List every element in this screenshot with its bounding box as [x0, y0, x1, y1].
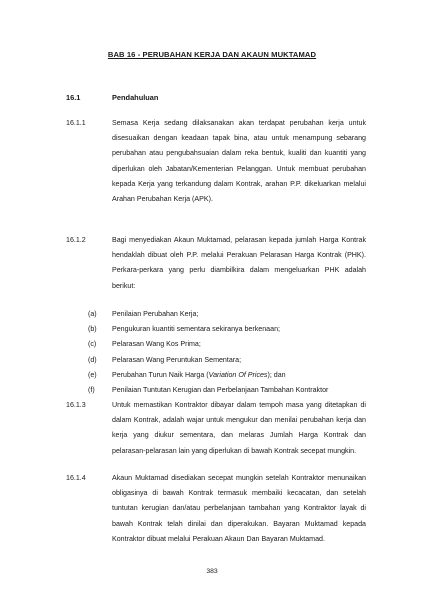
paragraph-number: 16.1.4	[66, 474, 86, 482]
list-marker: (f)	[88, 385, 95, 394]
list-item-text: Penilaian Tuntutan Kerugian dan Perbelanjaan Tambahan Kontraktor	[112, 385, 329, 394]
paragraph-line: Kontraktor dibuat melalui Perakuan Akaun Dan Bayaran Muktamad.	[112, 534, 325, 543]
paragraph-line: Perkara-perkara yang perlu diambilkira dalam mengeluarkan PHK adalah	[112, 266, 366, 275]
list-marker: (b)	[88, 325, 97, 334]
section-number: 16.1	[66, 93, 81, 102]
paragraph-16-1-1	[66, 116, 366, 207]
list-marker: (e)	[88, 370, 97, 379]
list-item-text: Pelarasan Wang Kos Prima;	[112, 340, 201, 349]
paragraph-body	[112, 471, 366, 547]
list-item	[88, 353, 358, 368]
paragraph-line: dalam Kontrak, adalah wajar untuk mengukur dan menilai perubahan kerja dan	[112, 416, 366, 425]
paragraph-line: kepada Kerja yang terkandung dalam Kontrak, arahan P.P. dikeluarkan melalui	[112, 179, 366, 188]
paragraph-16-1-2	[66, 233, 366, 294]
list-item-text-after: ); dan	[267, 370, 286, 379]
list-marker: (d)	[88, 355, 97, 364]
paragraph-line: Semasa Kerja sedang dilaksanakan akan terdapat perubahan kerja untuk	[112, 119, 366, 127]
paragraph-line: diperlukan oleh Jabatan/Kementerian Pelanggan. Untuk membuat perubahan	[112, 164, 366, 173]
list-item-text: Penilaian Perubahan Kerja;	[112, 310, 199, 318]
list-item-text-italic: Variation Of Prices	[208, 370, 268, 379]
list-item-text	[112, 368, 286, 383]
list-marker: (c)	[88, 340, 97, 349]
paragraph-body	[112, 233, 366, 294]
paragraph-line: berikut:	[112, 281, 136, 290]
paragraph-number: 16.1.1	[66, 119, 86, 127]
page-number: 383	[206, 568, 218, 575]
paragraph-line: Untuk memastikan Kontraktor dibayar dalam tempoh masa yang ditetapkan di	[112, 401, 366, 409]
list-item-text-before: Perubahan Turun Naik Harga (	[112, 370, 209, 379]
list-item	[88, 383, 358, 398]
list-item	[88, 322, 358, 337]
adjustment-items-list	[88, 307, 358, 398]
paragraph-number: 16.1.3	[66, 401, 86, 409]
paragraph-number: 16.1.2	[66, 236, 86, 244]
paragraph-16-1-4	[66, 471, 366, 547]
paragraph-line: Akaun Muktamad disediakan secepat mungkin setelah Kontraktor menunaikan	[112, 474, 366, 482]
paragraph-line: Arahan Perubahan Kerja (APK).	[112, 195, 213, 204]
section-label: Pendahuluan	[112, 93, 159, 102]
list-item	[88, 368, 358, 383]
paragraph-line: pelarasan-pelarasan lain yang diperlukan di bawah Kontrak secepat mungkin.	[112, 446, 357, 455]
list-item	[88, 307, 358, 322]
list-item	[88, 337, 358, 352]
list-item-text: Pengukuran kuantiti sementara sekiranya berkenaan;	[112, 325, 280, 334]
paragraph-line: obligasinya di bawah Kontrak termasuk membaiki kecacatan, dan setelah	[112, 489, 366, 498]
paragraph-line: hendaklah dibuat oleh P.P. melalui Perakuan Pelarasan Harga Kontrak (PHK).	[112, 251, 366, 260]
paragraph-body	[112, 398, 366, 459]
paragraph-line: kerja yang diukur sementara, dan melaras Jumlah Harga Kontrak dan	[112, 431, 366, 440]
paragraph-line: tuntutan kerugian dan/atau perbelanjaan tambahan yang Kontraktor layak di	[112, 504, 366, 513]
paragraph-body	[112, 116, 366, 207]
paragraph-line: Bagi menyediakan Akaun Muktamad, pelarasan kepada jumlah Harga Kontrak	[112, 236, 366, 244]
paragraph-line: disesuaikan dengan keadaan tapak bina, atau untuk menampung sebarang	[112, 134, 366, 143]
list-item-text: Pelarasan Wang Peruntukan Sementara;	[112, 355, 242, 364]
list-marker: (a)	[88, 310, 97, 318]
paragraph-line: bawah Kontrak telah dinilai dan diperakukan. Bayaran Muktamad kepada	[112, 519, 366, 528]
paragraph-line: perubahan atau pengubahsuaian dalam reka bentuk, kualiti dan kuantiti yang	[112, 149, 366, 158]
chapter-title: BAB 16 - PERUBAHAN KERJA DAN AKAUN MUKTAMAD	[107, 50, 317, 59]
paragraph-16-1-3	[66, 398, 366, 459]
